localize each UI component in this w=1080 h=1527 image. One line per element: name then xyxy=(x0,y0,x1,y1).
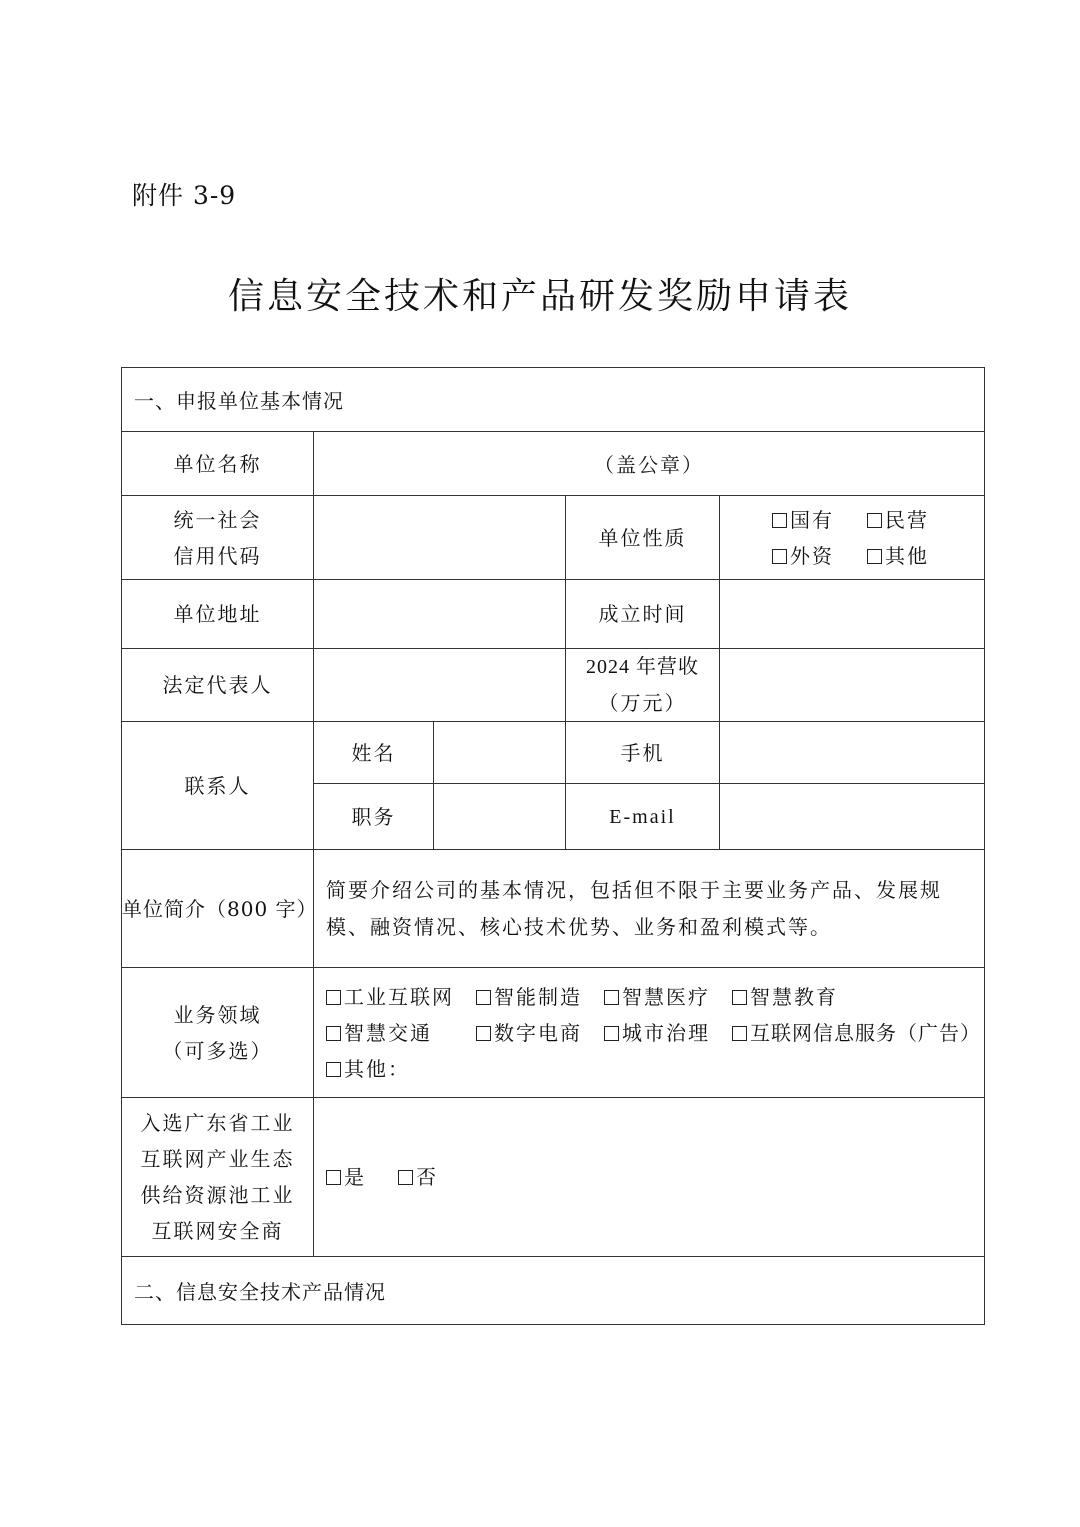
contact-email-label: E-mail xyxy=(566,784,720,850)
intro-label: 单位简介（800 字） xyxy=(122,850,314,968)
unit-nature-label: 单位性质 xyxy=(566,496,720,580)
unit-name-field[interactable] xyxy=(314,432,985,496)
checkbox-icon[interactable] xyxy=(732,1026,747,1041)
resource-pool-no-option[interactable]: 否 xyxy=(398,1159,438,1195)
checkbox-icon[interactable] xyxy=(732,990,747,1005)
business-digital-ecommerce-option[interactable]: 数字电商 xyxy=(476,1015,604,1051)
contact-mobile-label: 手机 xyxy=(566,722,720,784)
checkbox-icon[interactable] xyxy=(326,1026,341,1041)
business-smart-healthcare-option[interactable]: 智慧医疗 xyxy=(604,979,732,1015)
contact-label: 联系人 xyxy=(122,722,314,850)
contact-mobile-field[interactable] xyxy=(720,722,985,784)
business-internet-info-service-option[interactable]: 互联网信息服务（广告） xyxy=(732,1015,981,1051)
checkbox-icon[interactable] xyxy=(867,549,882,564)
contact-name-field[interactable] xyxy=(434,722,566,784)
address-label: 单位地址 xyxy=(122,580,314,649)
legal-rep-field[interactable] xyxy=(314,649,566,722)
contact-email-field[interactable] xyxy=(720,784,985,850)
business-city-governance-option[interactable]: 城市治理 xyxy=(604,1015,732,1051)
business-other-option[interactable]: 其他： xyxy=(326,1051,410,1087)
credit-code-field[interactable] xyxy=(314,496,566,580)
section-2-heading: 二、信息安全技术产品情况 xyxy=(122,1257,985,1325)
resource-pool-options xyxy=(314,1098,985,1257)
credit-code-label: 统一社会 信用代码 xyxy=(122,496,314,580)
nature-state-owned-option[interactable]: 国有 xyxy=(772,502,867,538)
checkbox-icon[interactable] xyxy=(476,1026,491,1041)
section-1-heading: 一、申报单位基本情况 xyxy=(122,368,985,432)
business-industrial-internet-option[interactable]: 工业互联网 xyxy=(326,979,476,1015)
checkbox-icon[interactable] xyxy=(604,990,619,1005)
checkbox-icon[interactable] xyxy=(326,1062,341,1077)
business-options xyxy=(314,968,985,1098)
business-smart-manufacturing-option[interactable]: 智能制造 xyxy=(476,979,604,1015)
page-title: 信息安全技术和产品研发奖励申请表 xyxy=(227,276,852,317)
nature-other-option[interactable]: 其他 xyxy=(867,538,929,574)
checkbox-icon[interactable] xyxy=(326,1170,341,1185)
checkbox-icon[interactable] xyxy=(772,513,787,528)
checkbox-icon[interactable] xyxy=(476,990,491,1005)
founded-field[interactable] xyxy=(720,580,985,649)
founded-label: 成立时间 xyxy=(566,580,720,649)
resource-pool-yes-option[interactable]: 是 xyxy=(326,1159,398,1195)
business-smart-transport-option[interactable]: 智慧交通 xyxy=(326,1015,476,1051)
resource-pool-label: 入选广东省工业 互联网产业生态 供给资源池工业 互联网安全商 xyxy=(122,1098,314,1257)
checkbox-icon[interactable] xyxy=(326,990,341,1005)
nature-foreign-option[interactable]: 外资 xyxy=(772,538,867,574)
business-label: 业务领域 （可多选） xyxy=(122,968,314,1098)
revenue-label: 2024 年营收 （万元） xyxy=(566,649,720,722)
revenue-field[interactable] xyxy=(720,649,985,722)
intro-field[interactable]: 简要介绍公司的基本情况，包括但不限于主要业务产品、发展规模、融资情况、核心技术优势、业务和盈利模式等。 xyxy=(314,850,985,968)
checkbox-icon[interactable] xyxy=(772,549,787,564)
official-seal-note: （盖公章） xyxy=(594,453,705,477)
unit-name-label: 单位名称 xyxy=(122,432,314,496)
legal-rep-label: 法定代表人 xyxy=(122,649,314,722)
contact-position-label: 职务 xyxy=(314,784,434,850)
contact-position-field[interactable] xyxy=(434,784,566,850)
application-form-table xyxy=(121,367,985,1325)
address-field[interactable] xyxy=(314,580,566,649)
unit-nature-options xyxy=(720,496,985,580)
checkbox-icon[interactable] xyxy=(604,1026,619,1041)
checkbox-icon[interactable] xyxy=(398,1170,413,1185)
business-smart-education-option[interactable]: 智慧教育 xyxy=(732,979,838,1015)
nature-private-option[interactable]: 民营 xyxy=(867,502,929,538)
checkbox-icon[interactable] xyxy=(867,513,882,528)
attachment-number: 附件 3-9 xyxy=(132,181,237,210)
contact-name-label: 姓名 xyxy=(314,722,434,784)
